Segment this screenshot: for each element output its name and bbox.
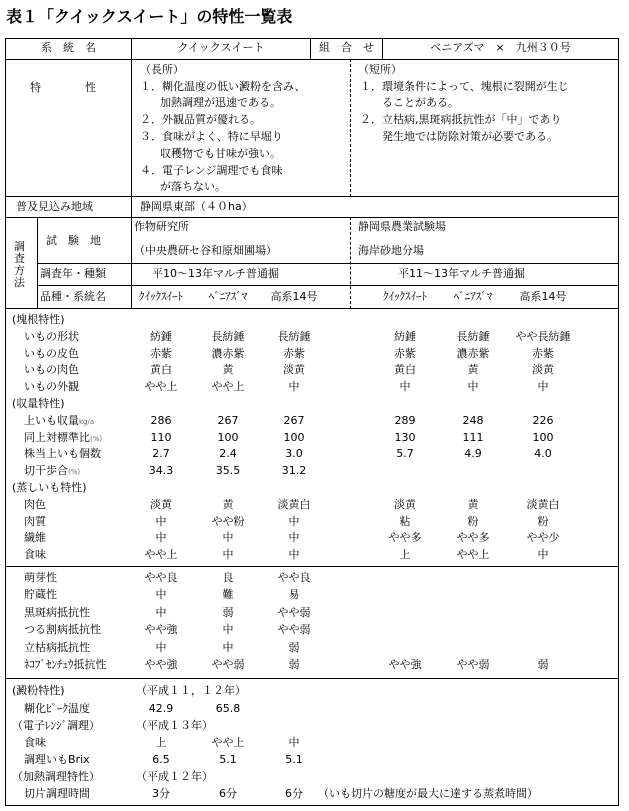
table-cell: 中 [222, 548, 234, 562]
table-cell: 黄白 [394, 363, 416, 377]
merit-line: １．糊化温度の低い澱粉を含み、 [140, 80, 306, 93]
table-cell: 中 [155, 605, 167, 619]
table-cell: 中 [537, 380, 549, 394]
table-cell: やや弱 [277, 623, 311, 637]
rule-vertical [37, 217, 38, 309]
table-cell: 中 [222, 531, 234, 545]
table-cell: 中 [222, 640, 234, 654]
demerit-line: ることがある。 [382, 96, 459, 109]
table-cell: やや粉 [211, 514, 245, 528]
table-cell: 中 [155, 640, 167, 654]
table-cell: 110 [150, 430, 172, 444]
rule [5, 59, 619, 60]
taste-value: 上 [155, 736, 167, 749]
demerit-line: 発生地では防除対策が必要である。 [382, 130, 558, 143]
table-cell: 35.5 [215, 464, 241, 478]
row-label: いもの形状 [24, 329, 79, 343]
table-border-left [5, 38, 6, 806]
table-cell: 赤紫 [532, 346, 554, 360]
row-label: 食味 [24, 548, 46, 562]
table-cell: 上 [399, 548, 411, 562]
table-cell: 黄 [222, 497, 234, 511]
table-cell: 中 [155, 514, 167, 528]
table-cell: 濃赤紫 [456, 346, 490, 360]
year2-value: 平11～13年マルチ普通掘 [398, 267, 525, 280]
table-cell: やや弱 [277, 605, 311, 619]
variety-name: ｸｲｯｸｽｲｰﾄ [383, 290, 427, 303]
lineage-label: 系 統 名 [41, 41, 96, 54]
unit-label: kg/a [79, 417, 95, 426]
table-cell: 弱 [222, 605, 234, 619]
table-cell: 黄 [467, 497, 479, 511]
table-border-top [5, 38, 619, 39]
brix-label: 調理いもBrix [24, 753, 90, 766]
variety-name: 高系14号 [270, 290, 318, 303]
merit-line: が落ちない。 [160, 180, 226, 193]
heating-note: （平成１２年） [136, 770, 213, 783]
table-border-right [618, 38, 619, 806]
site2-name: 静岡県農業試験場 [358, 220, 446, 233]
rule [5, 217, 619, 218]
cooking-time-value: 6分 [219, 787, 237, 800]
site1-detail: （中央農研セ谷和原畑圃場） [134, 244, 277, 257]
site2-detail: 海岸砂地分場 [358, 244, 424, 257]
table-cell: やや多 [456, 531, 490, 545]
starch-label: (澱粉特性) [12, 684, 65, 697]
cooking-time-note: （いも切片の糖度が最大に達する蒸煮時間） [318, 787, 538, 800]
gelatinization-value: 42.9 [148, 702, 174, 715]
table-cell: やや多 [388, 531, 422, 545]
table-cell: 267 [217, 413, 239, 427]
table-cell: 中 [537, 548, 549, 562]
table-cell: 淡黄 [150, 497, 172, 511]
table-cell: やや良 [277, 571, 311, 584]
table-cell: 3.0 [285, 447, 303, 461]
table-cell: やや上 [211, 380, 245, 394]
rule [5, 196, 619, 197]
merit-line: ２．外観品質が優れる。 [140, 113, 261, 126]
merit-line: ３．食味がよく、特に早堀り [140, 130, 283, 143]
section-heading: (収量特性) [12, 397, 65, 410]
table-cell: 黄 [467, 363, 479, 377]
table-cell: やや上 [144, 380, 178, 394]
table-cell: 長紡錘 [277, 329, 311, 343]
row-label: 同上対標準比(%) [24, 430, 103, 444]
rule [5, 678, 619, 679]
cooking-time-value: 6分 [285, 787, 303, 800]
table-cell: 良 [222, 571, 234, 584]
table-cell: やや良 [144, 571, 178, 584]
table-cell: 226 [532, 413, 554, 427]
section-heading: (蒸しいも特性) [12, 481, 87, 494]
table-cell: 粉 [537, 514, 549, 528]
table-cell: 黄 [222, 363, 234, 377]
table-cell: 2.7 [152, 447, 170, 461]
table-cell: やや弱 [456, 658, 490, 671]
table-cell: 4.0 [534, 447, 552, 461]
starch-note: （平成１１，１２年） [136, 684, 246, 697]
site-label: 試 験 地 [46, 234, 101, 247]
microwave-note: （平成１３年） [136, 719, 213, 732]
table-cell: 長紡錘 [211, 329, 245, 343]
row-label: 貯蔵性 [24, 588, 57, 602]
table-cell: やや強 [144, 658, 178, 671]
variety-name: ﾍﾞﾆｱｽﾞﾏ [208, 290, 248, 303]
taste-label: 食味 [24, 736, 46, 749]
cross-value: ベニアズマ × 九州３０号 [430, 41, 571, 54]
table-cell: 248 [462, 413, 484, 427]
merit-line: 加熱調理が迅速である。 [160, 96, 281, 109]
row-label: 萌芽性 [24, 571, 57, 584]
table-cell: 濃赤紫 [211, 346, 245, 360]
table-cell: 31.2 [281, 464, 307, 478]
row-label: いもの皮色 [24, 346, 79, 360]
row-label: つる割病抵抗性 [24, 623, 101, 637]
table-cell: 赤紫 [283, 346, 305, 360]
section-heading: (塊根特性) [12, 313, 65, 326]
lineage-value: クイックスイート [177, 41, 265, 54]
table-cell: 淡黄白 [277, 497, 311, 511]
row-label: いもの肉色 [24, 363, 79, 377]
table-cell: 紡錘 [150, 329, 172, 343]
variety-name: ｸｲｯｸｽｲｰﾄ [139, 290, 183, 303]
table-cell: 中 [288, 531, 300, 545]
table-cell: 難 [222, 588, 234, 602]
table-cell: やや上 [144, 548, 178, 562]
merit-line: 収穫物でも甘味が強い。 [160, 147, 281, 160]
table-cell: 弱 [288, 640, 300, 654]
table-cell: 赤紫 [150, 346, 172, 360]
variety-label: 品種・系統名 [40, 290, 106, 303]
taste-value: 中 [288, 736, 300, 749]
table-cell: 2.4 [219, 447, 237, 461]
variety-name: 高系14号 [519, 290, 567, 303]
row-label: 上いも収量kg/a [24, 413, 95, 427]
page-title: 表１「クイックスイート」の特性一覧表 [6, 7, 293, 26]
table-cell: 紡錘 [394, 329, 416, 343]
rule-dashed [350, 217, 351, 309]
row-label: 立枯病抵抗性 [24, 640, 90, 654]
rule-dashed [350, 59, 351, 197]
demerit-line: ２．立枯病,黒斑病抵抗性が「中」であり [360, 113, 562, 126]
table-cell: 中 [288, 380, 300, 394]
gelatinization-label: 糊化ﾋﾟｰｸ温度 [24, 702, 90, 715]
row-label: 黒斑病抵抗性 [24, 605, 90, 619]
table-cell: 弱 [537, 658, 549, 671]
table-cell: 淡黄 [394, 497, 416, 511]
row-label: 肉色 [24, 497, 46, 511]
unit-label: (%) [68, 468, 81, 477]
table-cell: 淡黄白 [526, 497, 560, 511]
table-cell: 5.7 [396, 447, 414, 461]
table-cell: 黄白 [150, 363, 172, 377]
rule [37, 285, 619, 286]
cooking-time-label: 切片調理時間 [24, 787, 90, 800]
microwave-label: （電子ﾚﾝｼﾞ調理） [12, 719, 100, 732]
table-cell: 中 [155, 531, 167, 545]
rule [37, 263, 619, 264]
taste-value: やや上 [211, 736, 245, 749]
table-cell: 中 [155, 588, 167, 602]
table-cell: 易 [288, 588, 300, 602]
brix-value: 6.5 [152, 753, 170, 766]
table-cell: 弱 [288, 658, 300, 671]
table-cell: 淡黄 [283, 363, 305, 377]
table-cell: 中 [399, 380, 411, 394]
merit-line: ４．電子レンジ調理でも食味 [140, 164, 283, 177]
year1-value: 平10～13年マルチ普通掘 [152, 267, 279, 280]
table-cell: 100 [217, 430, 239, 444]
merits-heading: （長所） [140, 63, 184, 76]
demerit-line: １．環境条件によって、塊根に裂開が生じ [360, 80, 569, 93]
table-cell: 4.9 [464, 447, 482, 461]
brix-value: 5.1 [285, 753, 303, 766]
table-cell: 267 [283, 413, 305, 427]
table-cell: 100 [532, 430, 554, 444]
table-cell: やや強 [144, 623, 178, 637]
table-border-bottom [5, 805, 619, 806]
gelatinization-value: 65.8 [215, 702, 241, 715]
table-cell: やや少 [526, 531, 560, 545]
cross-label: 組 合 せ [319, 41, 374, 54]
method-side-label: 調 査 方 法 [14, 240, 25, 289]
table-cell: 粘 [399, 514, 411, 528]
row-label: 繊維 [24, 531, 46, 545]
table-cell: 中 [467, 380, 479, 394]
rule-vertical [131, 38, 132, 308]
year-label: 調査年・種類 [40, 267, 106, 280]
rule [5, 566, 619, 567]
traits-label: 特 性 [30, 81, 96, 94]
table-cell: 286 [150, 413, 172, 427]
table-cell: やや弱 [211, 658, 245, 671]
row-label: 株当上いも個数 [24, 447, 101, 461]
variety-name: ﾍﾞﾆｱｽﾞﾏ [453, 290, 493, 303]
table-cell: 中 [288, 548, 300, 562]
table-cell: 淡黄 [532, 363, 554, 377]
table-cell: 中 [222, 623, 234, 637]
table-cell: 289 [394, 413, 416, 427]
table-cell: 長紡錘 [456, 329, 490, 343]
table-cell: やや長紡錘 [515, 329, 571, 343]
row-label: いもの外観 [24, 380, 79, 394]
demerits-heading: （短所） [358, 63, 402, 76]
table-cell: 34.3 [148, 464, 174, 478]
row-label: 切干歩合(%) [24, 464, 81, 478]
brix-value: 5.1 [219, 753, 237, 766]
table-cell: やや強 [388, 658, 422, 671]
table-cell: 130 [394, 430, 416, 444]
rule [5, 308, 619, 309]
area-value: 静岡県東部（４０ha） [140, 200, 253, 213]
table-cell: 中 [288, 514, 300, 528]
row-label: ﾈｺﾌﾞｾﾝﾁｭｳ抵抗性 [24, 658, 107, 671]
table-cell: やや上 [456, 548, 490, 562]
row-label: 肉質 [24, 514, 46, 528]
site1-name: 作物研究所 [134, 220, 189, 233]
table-cell: 粉 [467, 514, 479, 528]
table-cell: 111 [462, 430, 484, 444]
table-cell: 赤紫 [394, 346, 416, 360]
unit-label: (%) [90, 434, 103, 443]
table-cell: 100 [283, 430, 305, 444]
heating-label: （加熱調理特性） [12, 770, 100, 783]
area-label: 普及見込み地域 [16, 200, 93, 213]
cooking-time-value: 3分 [152, 787, 170, 800]
